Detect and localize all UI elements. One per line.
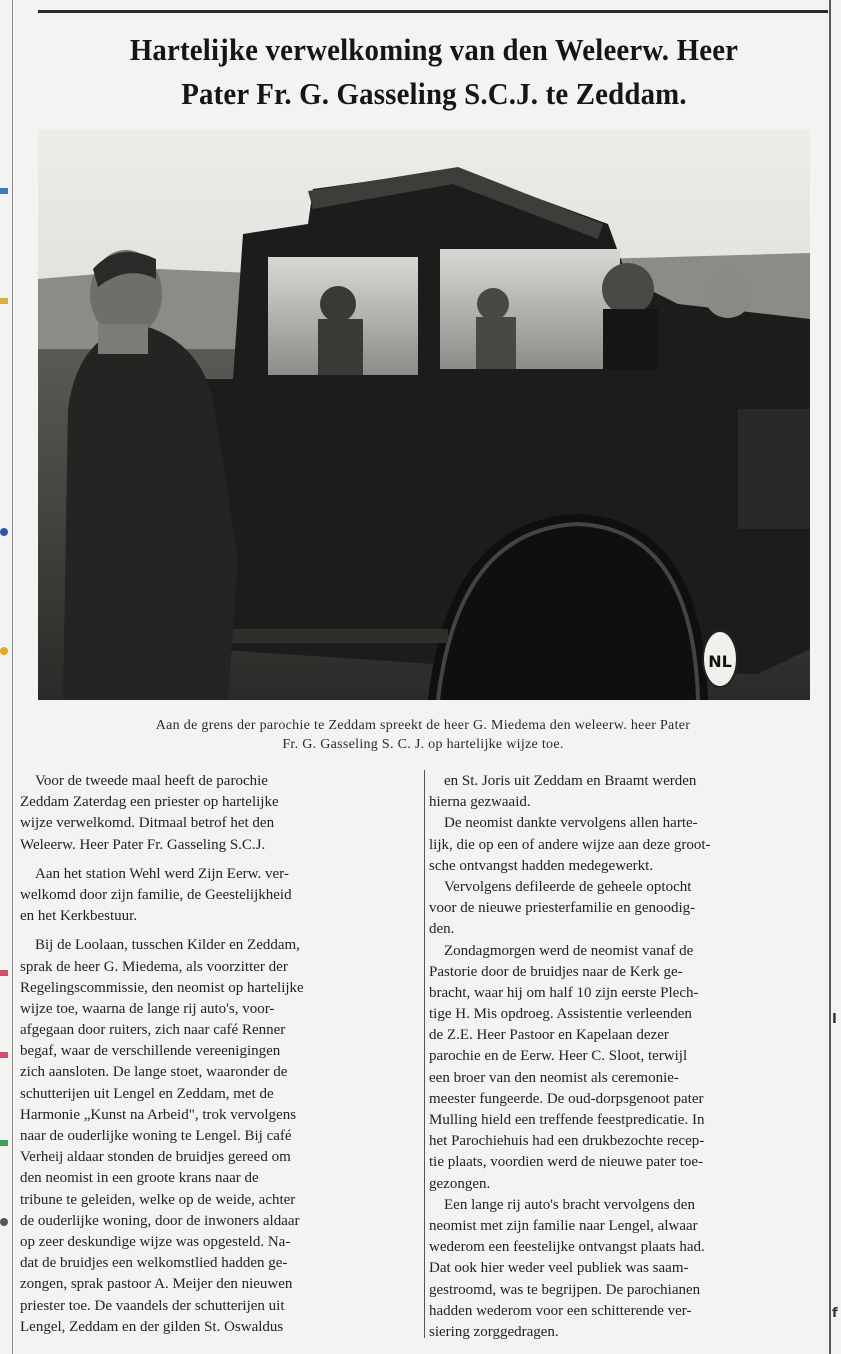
article-line: de ouderlijke woning, door de inwoners aldaar: [20, 1212, 300, 1229]
article-line: Regelingscommissie, den neomist op hartelijke: [20, 979, 304, 996]
headline-line: Hartelijke verwelkoming van den Weleerw. Heer: [129, 32, 739, 67]
adjacent-column-fragment: f: [832, 1306, 838, 1321]
article-line: hadden wederom voor een schitterende ver-: [429, 1302, 692, 1319]
article-paragraph: [20, 864, 412, 928]
article-paragraph: [429, 813, 827, 877]
article-line: de Z.E. Heer Pastoor en Kapelaan dezer: [429, 1027, 669, 1044]
article-line: siering zorggedragen.: [429, 1323, 559, 1340]
article-line: Zondagmorgen werd de neomist vanaf de: [429, 942, 694, 959]
edge-mark: [0, 188, 8, 194]
article-paragraph: [20, 771, 412, 856]
article-line: Voor de tweede maal heeft de parochie: [20, 773, 268, 789]
page-frame-right: [829, 0, 831, 1354]
article-line: sche ontvangst hadden medegewerkt.: [429, 857, 654, 874]
article-line: Pastorie door de bruidjes naar de Kerk ge-: [429, 963, 683, 980]
article-line: begaf, waar de verschillende vereenigingen: [20, 1043, 281, 1060]
article-line: gestroomd, was te begrijpen. De parochianen: [429, 1281, 701, 1298]
article-line: lijk, die op een of andere wijze aan deze groot-: [429, 836, 711, 853]
top-rule: [38, 10, 828, 13]
article-line: Lengel, Zeddam en der gilden St. Oswaldus: [20, 1318, 284, 1335]
edge-mark: [0, 970, 8, 976]
edge-mark: [0, 1052, 8, 1058]
article-line: en het Kerkbestuur.: [20, 908, 138, 925]
article-line: en St. Joris uit Zeddam en Braamt werden: [429, 773, 697, 789]
article-line: Harmonie „Kunst na Arbeid", trok vervolgens: [20, 1106, 297, 1123]
article-line: priester toe. De vaandels der schutterijen uit: [20, 1297, 285, 1314]
caption-line: Fr. G. Gasseling S. C. J. op hartelijke wijze toe.: [282, 737, 564, 752]
article-line: zongen, sprak pastoor A. Meijer den nieuwen: [20, 1276, 293, 1293]
article-column-right: [429, 771, 827, 1343]
article-paragraph: [429, 1195, 827, 1343]
article-line: wijze verwelkomd. Ditmaal betrof het den: [20, 815, 275, 832]
caption-line: Aan de grens der parochie te Zeddam spreekt de heer G. Miedema den weleerw. heer Pater: [155, 718, 691, 733]
article-line: naar de ouderlijke woning te Lengel. Bij café: [20, 1128, 292, 1144]
vintage-car-photo: [38, 129, 810, 700]
article-line: tie plaats, voordien werd de nieuwe pater toe-: [429, 1154, 704, 1171]
article-line: De neomist dankte vervolgens allen harte-: [429, 815, 698, 832]
article-line: op zeer deskundige wijze was opgesteld. Na-: [20, 1233, 291, 1250]
article-line: wederom een feestelijke ontvangst plaats had.: [429, 1239, 705, 1256]
headline-line: Pater Fr. G. Gasseling S.C.J. te Zeddam.: [181, 76, 687, 111]
article-line: Aan het station Wehl werd Zijn Eerw. ver-: [20, 865, 289, 882]
article-line: voor de nieuwe priesterfamilie en genoodig-: [429, 900, 696, 917]
article-line: sprak de heer G. Miedema, als voorzitter der: [20, 958, 288, 975]
article-line: Verheij aldaar stonden de bruidjes gereed om: [20, 1149, 291, 1166]
license-plate-text: NL: [708, 652, 732, 671]
article-photo: [38, 129, 810, 700]
article-line: Vervolgens defileerde de geheele optocht: [429, 878, 692, 895]
article-line: zich aansloten. De lange stoet, waaronder de: [20, 1064, 288, 1081]
article-line: dat de bruidjes een welkomstlied hadden ge-: [20, 1255, 288, 1272]
article-line: den.: [429, 921, 455, 938]
article-line: het Parochiehuis had een drukbezochte recep-: [429, 1133, 705, 1150]
article-line: Dat ook hier weder veel publiek was saam-: [429, 1260, 689, 1277]
article-line: schutterijen uit Lengel en Zeddam, met de: [20, 1085, 274, 1102]
article-line: bracht, waar hij om half 10 zijn eerste Plech-: [429, 984, 699, 1001]
article-paragraph: [20, 935, 412, 1338]
article-line: hierna gezwaaid.: [429, 794, 531, 811]
edge-mark: [0, 1218, 8, 1226]
article-column-left: [20, 771, 412, 1338]
article-line: wijze toe, waarna de lange rij auto's, voor-: [20, 1000, 275, 1017]
article-line: afgegaan door ruiters, zich naar café Renner: [20, 1022, 286, 1039]
article-line: parochie en de Eerw. Heer C. Sloot, terwijl: [429, 1048, 688, 1065]
article-paragraph: [429, 877, 827, 941]
article-line: neomist met zijn familie naar Lengel, alwaar: [429, 1217, 698, 1234]
article-paragraph: [429, 941, 827, 1195]
article-line: meester fungeerde. De oud-dorpsgenoot pater: [429, 1090, 704, 1107]
edge-mark: [0, 1140, 8, 1146]
article-headline: [68, 28, 801, 116]
article-paragraph: [429, 771, 827, 813]
article-line: gezongen.: [429, 1175, 491, 1192]
article-line: een broer van den neomist als ceremonie-: [429, 1069, 679, 1086]
article-line: Bij de Loolaan, tusschen Kilder en Zeddam,: [20, 937, 300, 954]
edge-mark: [0, 298, 8, 304]
article-line: welkomd door zijn familie, de Geestelijkheid: [20, 886, 292, 903]
article-line: Weleerw. Heer Pater Fr. Gasseling S.C.J.: [20, 836, 266, 853]
article-line: den neomist in een groote krans naar de: [20, 1170, 259, 1187]
article-line: tige H. Mis opdroeg. Assistentie verleenden: [429, 1006, 692, 1023]
page-frame-left: [12, 0, 13, 1354]
article-line: Mulling hield een treffende feestpredicatie. In: [429, 1112, 705, 1128]
adjacent-column-fragment: I: [832, 1012, 837, 1027]
article-line: Een lange rij auto's bracht vervolgens den: [429, 1196, 695, 1213]
edge-mark: [0, 528, 8, 536]
article-line: tribune te geleiden, welke op de weide, achter: [20, 1191, 296, 1208]
article-line: Zeddam Zaterdag een priester op hartelijke: [20, 794, 279, 811]
edge-mark: [0, 647, 8, 655]
photo-caption: [18, 716, 828, 754]
column-divider: [424, 770, 425, 1338]
